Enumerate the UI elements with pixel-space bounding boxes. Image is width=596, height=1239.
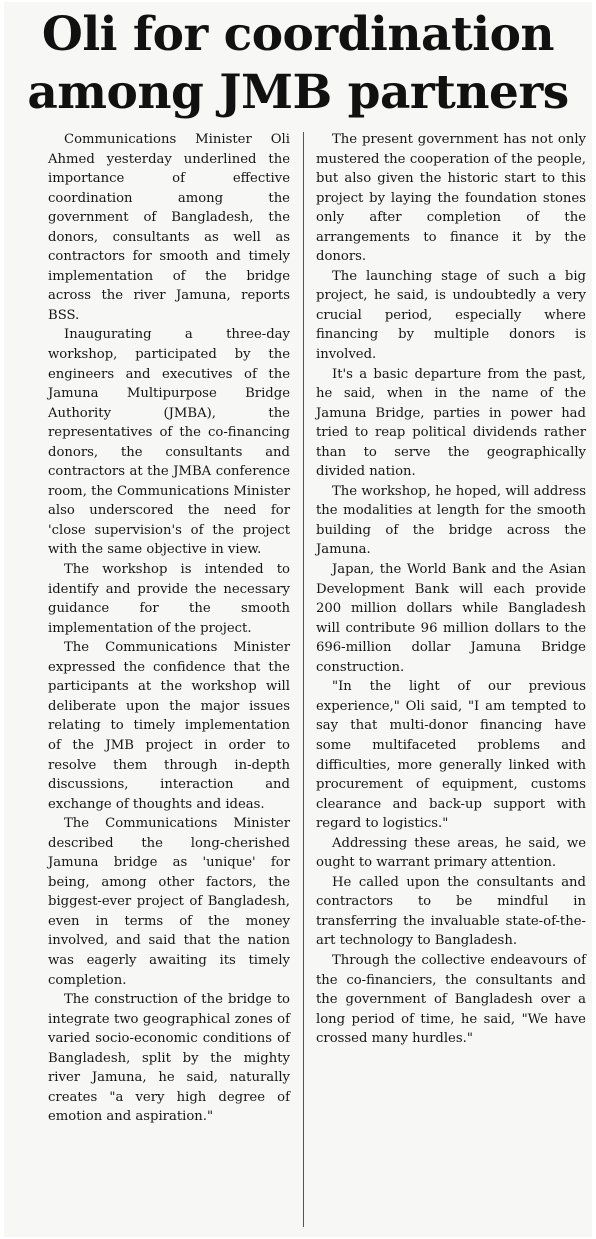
paragraph: The present government has not only mustered the cooperation of the people, but also given the historic start to this project by laying the foundation stones only after completion of the arrangements to finance it by the donors. (316, 132, 586, 265)
headline-line-1: Oli for coordination (41, 7, 555, 62)
paragraph: The workshop, he hoped, will address the modalities at length for the smooth building of the bridge across the Jamuna. (316, 483, 586, 558)
paragraph: Japan, the World Bank and the Asian Development Bank will each provide 200 million dollars while Bangladesh will contribute 96 million dollars to the 696-million dollar Jamuna Bridge construction. (316, 562, 586, 675)
paragraph: The construction of the bridge to integrate two geographical zones of varied socio-economic conditions of Bangladesh, split by the mighty river Jamuna, he said, naturally creates "a very high degree of emotion and aspiration." (48, 992, 290, 1125)
paragraph: The launching stage of such a big project, he said, is undoubtedly a very crucial period, especially where financing by multiple donors is involved. (316, 268, 586, 363)
paragraph: Inaugurating a three-day workshop, participated by the engineers and executives of the Jamuna Multipurpose Bridge Authority (JMBA), the representatives of the co-financing donors, the consultants and contractors at the JMBA conference room, the Communications Minister also underscored the need for 'close supervision's of the project with the same objective in view. (48, 327, 290, 558)
paragraph: He called upon the consultants and contractors to be mindful in transferring the invaluable state-of-the-art technology to Bangladesh. (316, 874, 586, 949)
article-column-left (48, 130, 290, 1127)
column-divider (303, 132, 304, 1227)
paragraph: The Communications Minister expressed the confidence that the participants at the workshop will deliberate upon the major issues relating to timely implementation of the JMB project in order to resolve them through in-depth discussions, interaction and exchange of thoughts and ideas. (48, 640, 290, 812)
paragraph: Addressing these areas, he said, we ought to warrant primary attention. (316, 835, 586, 871)
article-column-right (316, 130, 586, 1049)
headline-line-2: among JMB partners (27, 65, 569, 120)
paragraph: The workshop is intended to identify and provide the necessary guidance for the smooth implementation of the project. (48, 562, 290, 636)
paragraph: "In the light of our previous experience," Oli said, "I am tempted to say that multi-donor financing have some multifaceted problems and difficulties, more generally linked with procurement of equipment, customs clearance and back-up support with regard to logistics." (316, 679, 586, 832)
paragraph: It's a basic departure from the past, he said, when in the name of the Jamuna Bridge, parties in power had tried to reap political dividends rather than to serve the geographically divided nation. (316, 366, 586, 480)
paragraph: The Communications Minister described the long-cherished Jamuna bridge as 'unique' for being, among other factors, the biggest-ever project of Bangladesh, even in terms of the money involved, and said that the nation was eagerly awaiting its timely completion. (48, 816, 290, 988)
paragraph: Communications Minister Oli Ahmed yesterday underlined the importance of effective coordination among the government of Bangladesh, the donors, consultants as well as contractors for smooth and timely implementation of the bridge across the river Jamuna, reports BSS. (48, 132, 290, 323)
newspaper-clipping (4, 2, 592, 1237)
paragraph: Through the collective endeavours of the co-financiers, the consultants and the government of Bangladesh over a long period of time, he said, "We have crossed many hurdles." (316, 952, 586, 1047)
